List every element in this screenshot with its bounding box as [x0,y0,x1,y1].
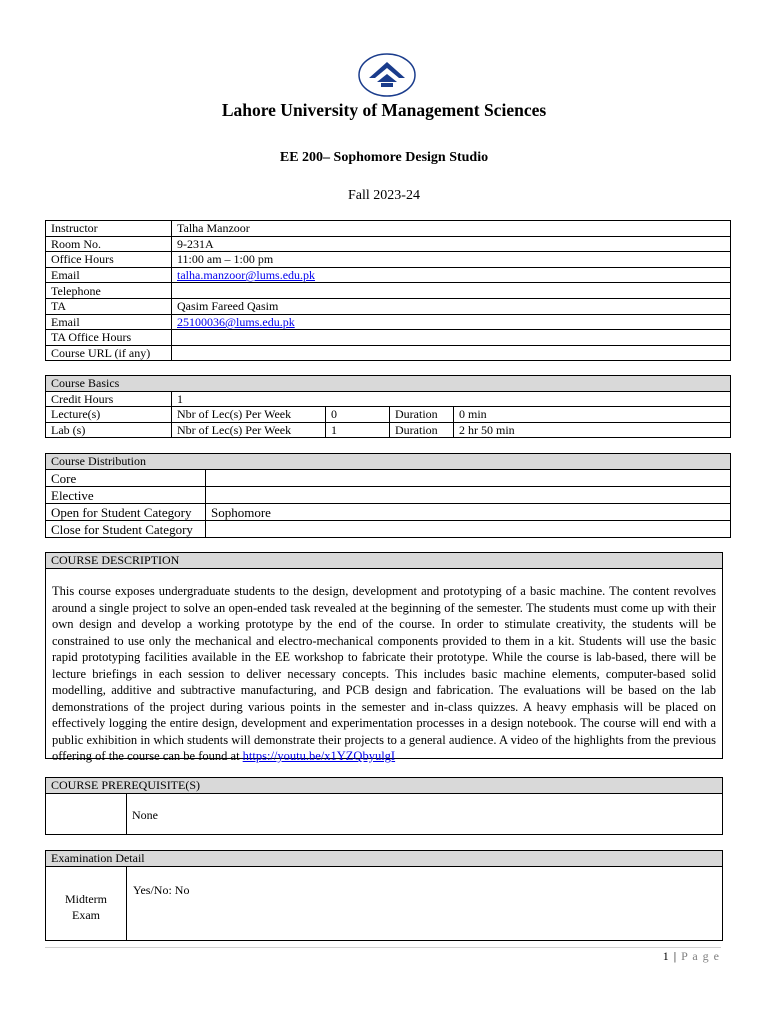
page-number: 1 | P a g e [662,949,720,963]
info-value [172,345,731,361]
info-label: Room No. [46,236,172,252]
info-row [46,236,731,252]
info-label: TA Office Hours [46,330,172,346]
distribution-label: Core [46,470,206,487]
midterm-exam-value: Yes/No: No [133,883,190,897]
duration-label: Duration [390,407,454,423]
info-value [172,330,731,346]
distribution-label: Elective [46,487,206,504]
credit-hours-label: Credit Hours [46,391,172,407]
info-row [46,252,731,268]
ta-email-link[interactable]: 25100036@lums.edu.pk [177,314,295,329]
info-value: 9-231A [172,236,731,252]
info-label: Telephone [46,283,172,299]
info-value [172,314,731,330]
midterm-exam-label: Midterm Exam [46,867,127,941]
info-row [46,330,731,346]
examination-detail-header: Examination Detail [46,851,722,867]
lab-label: Lab (s) [46,422,172,438]
distribution-row [46,470,731,487]
info-value: 11:00 am – 1:00 pm [172,252,731,268]
course-basics-header: Course Basics [46,376,731,392]
course-term: Fall 2023-24 [348,188,420,203]
course-distribution-header: Course Distribution [46,454,731,470]
instructor-email-link[interactable]: talha.manzoor@lums.edu.pk [177,268,316,283]
distribution-value [206,487,731,504]
credit-hours-value: 1 [172,391,731,407]
course-distribution-table [45,453,731,538]
instructor-info-table [45,220,731,361]
university-name: Lahore University of Management Sciences [221,100,547,120]
distribution-value: Sophomore [206,504,731,521]
distribution-row [46,487,731,504]
info-value: Talha Manzoor [172,221,731,237]
lecture-label: Lecture(s) [46,407,172,423]
basics-row [46,422,731,438]
duration-value: 2 hr 50 min [454,422,731,438]
basics-row [46,391,731,407]
info-value [172,283,731,299]
prereq-left-cell [46,794,127,835]
nbr-value: 0 [326,407,390,423]
course-title: EE 200– Sophomore Design Studio [279,150,489,165]
info-row [46,267,731,283]
duration-label: Duration [390,422,454,438]
info-row [46,298,731,314]
distribution-label: Close for Student Category [46,521,206,538]
prereq-value: None [132,808,158,822]
description-body: This course exposes undergraduate students to the design, development and prototyping of a basic machine. The content revolves around a single project to solve an open-ended task revealed at the beginning of the semester. The students must come up with their own design and develop a working prototype by the end of the course. In order to stimulate creativity, the students will be constrained to use only the mechanical and electro-mechanical components provided to them in a kit. Students will use the basic rapid prototyping facilities available in the EE workshop to fabricate their prototype. While the course is lab-based, there will be lecture briefings in each session to deliver necessary concepts. This includes basic machine elements, computer-based solid modelling, additive and subtractive manufacturing, and PCB design and fabrication. The evaluations will be based on the lab demonstrations of the project during various points in the semester and in-class quizzes. A heavy emphasis will be placed on effectively logging the entire design, development and experimentation processes in a design notebook. The course will end with a public exhibition in which students will demonstrate their projects to a general audience. A video of the highlights from the previous offering of the course can be found at [52,584,716,763]
distribution-row [46,504,731,521]
info-row [46,283,731,299]
duration-value: 0 min [454,407,731,423]
distribution-value [206,521,731,538]
info-row [46,221,731,237]
distribution-row [46,521,731,538]
course-basics-table [45,375,731,438]
nbr-label: Nbr of Lec(s) Per Week [172,422,326,438]
info-label: Office Hours [46,252,172,268]
course-description-box [45,552,723,763]
nbr-label: Nbr of Lec(s) Per Week [172,407,326,423]
info-value [172,267,731,283]
distribution-value [206,470,731,487]
nbr-value: 1 [326,422,390,438]
info-label: Email [46,314,172,330]
basics-row [46,407,731,423]
course-description-text [46,569,722,765]
course-prerequisites-box [45,777,723,835]
info-row [46,314,731,330]
info-value: Qasim Fareed Qasim [172,298,731,314]
examination-detail-box [45,850,723,941]
info-label: TA [46,298,172,314]
video-link[interactable]: https://youtu.be/x1YZQbyulgI [242,749,396,763]
info-row [46,345,731,361]
info-label: Instructor [46,221,172,237]
footer-divider [45,947,721,948]
info-label: Email [46,267,172,283]
lums-logo [357,52,417,98]
course-description-header: COURSE DESCRIPTION [46,553,722,569]
info-label: Course URL (if any) [46,345,172,361]
course-prerequisites-header: COURSE PREREQUISITE(S) [46,778,722,794]
distribution-label: Open for Student Category [46,504,206,521]
logo-text: LUMS [381,87,393,92]
